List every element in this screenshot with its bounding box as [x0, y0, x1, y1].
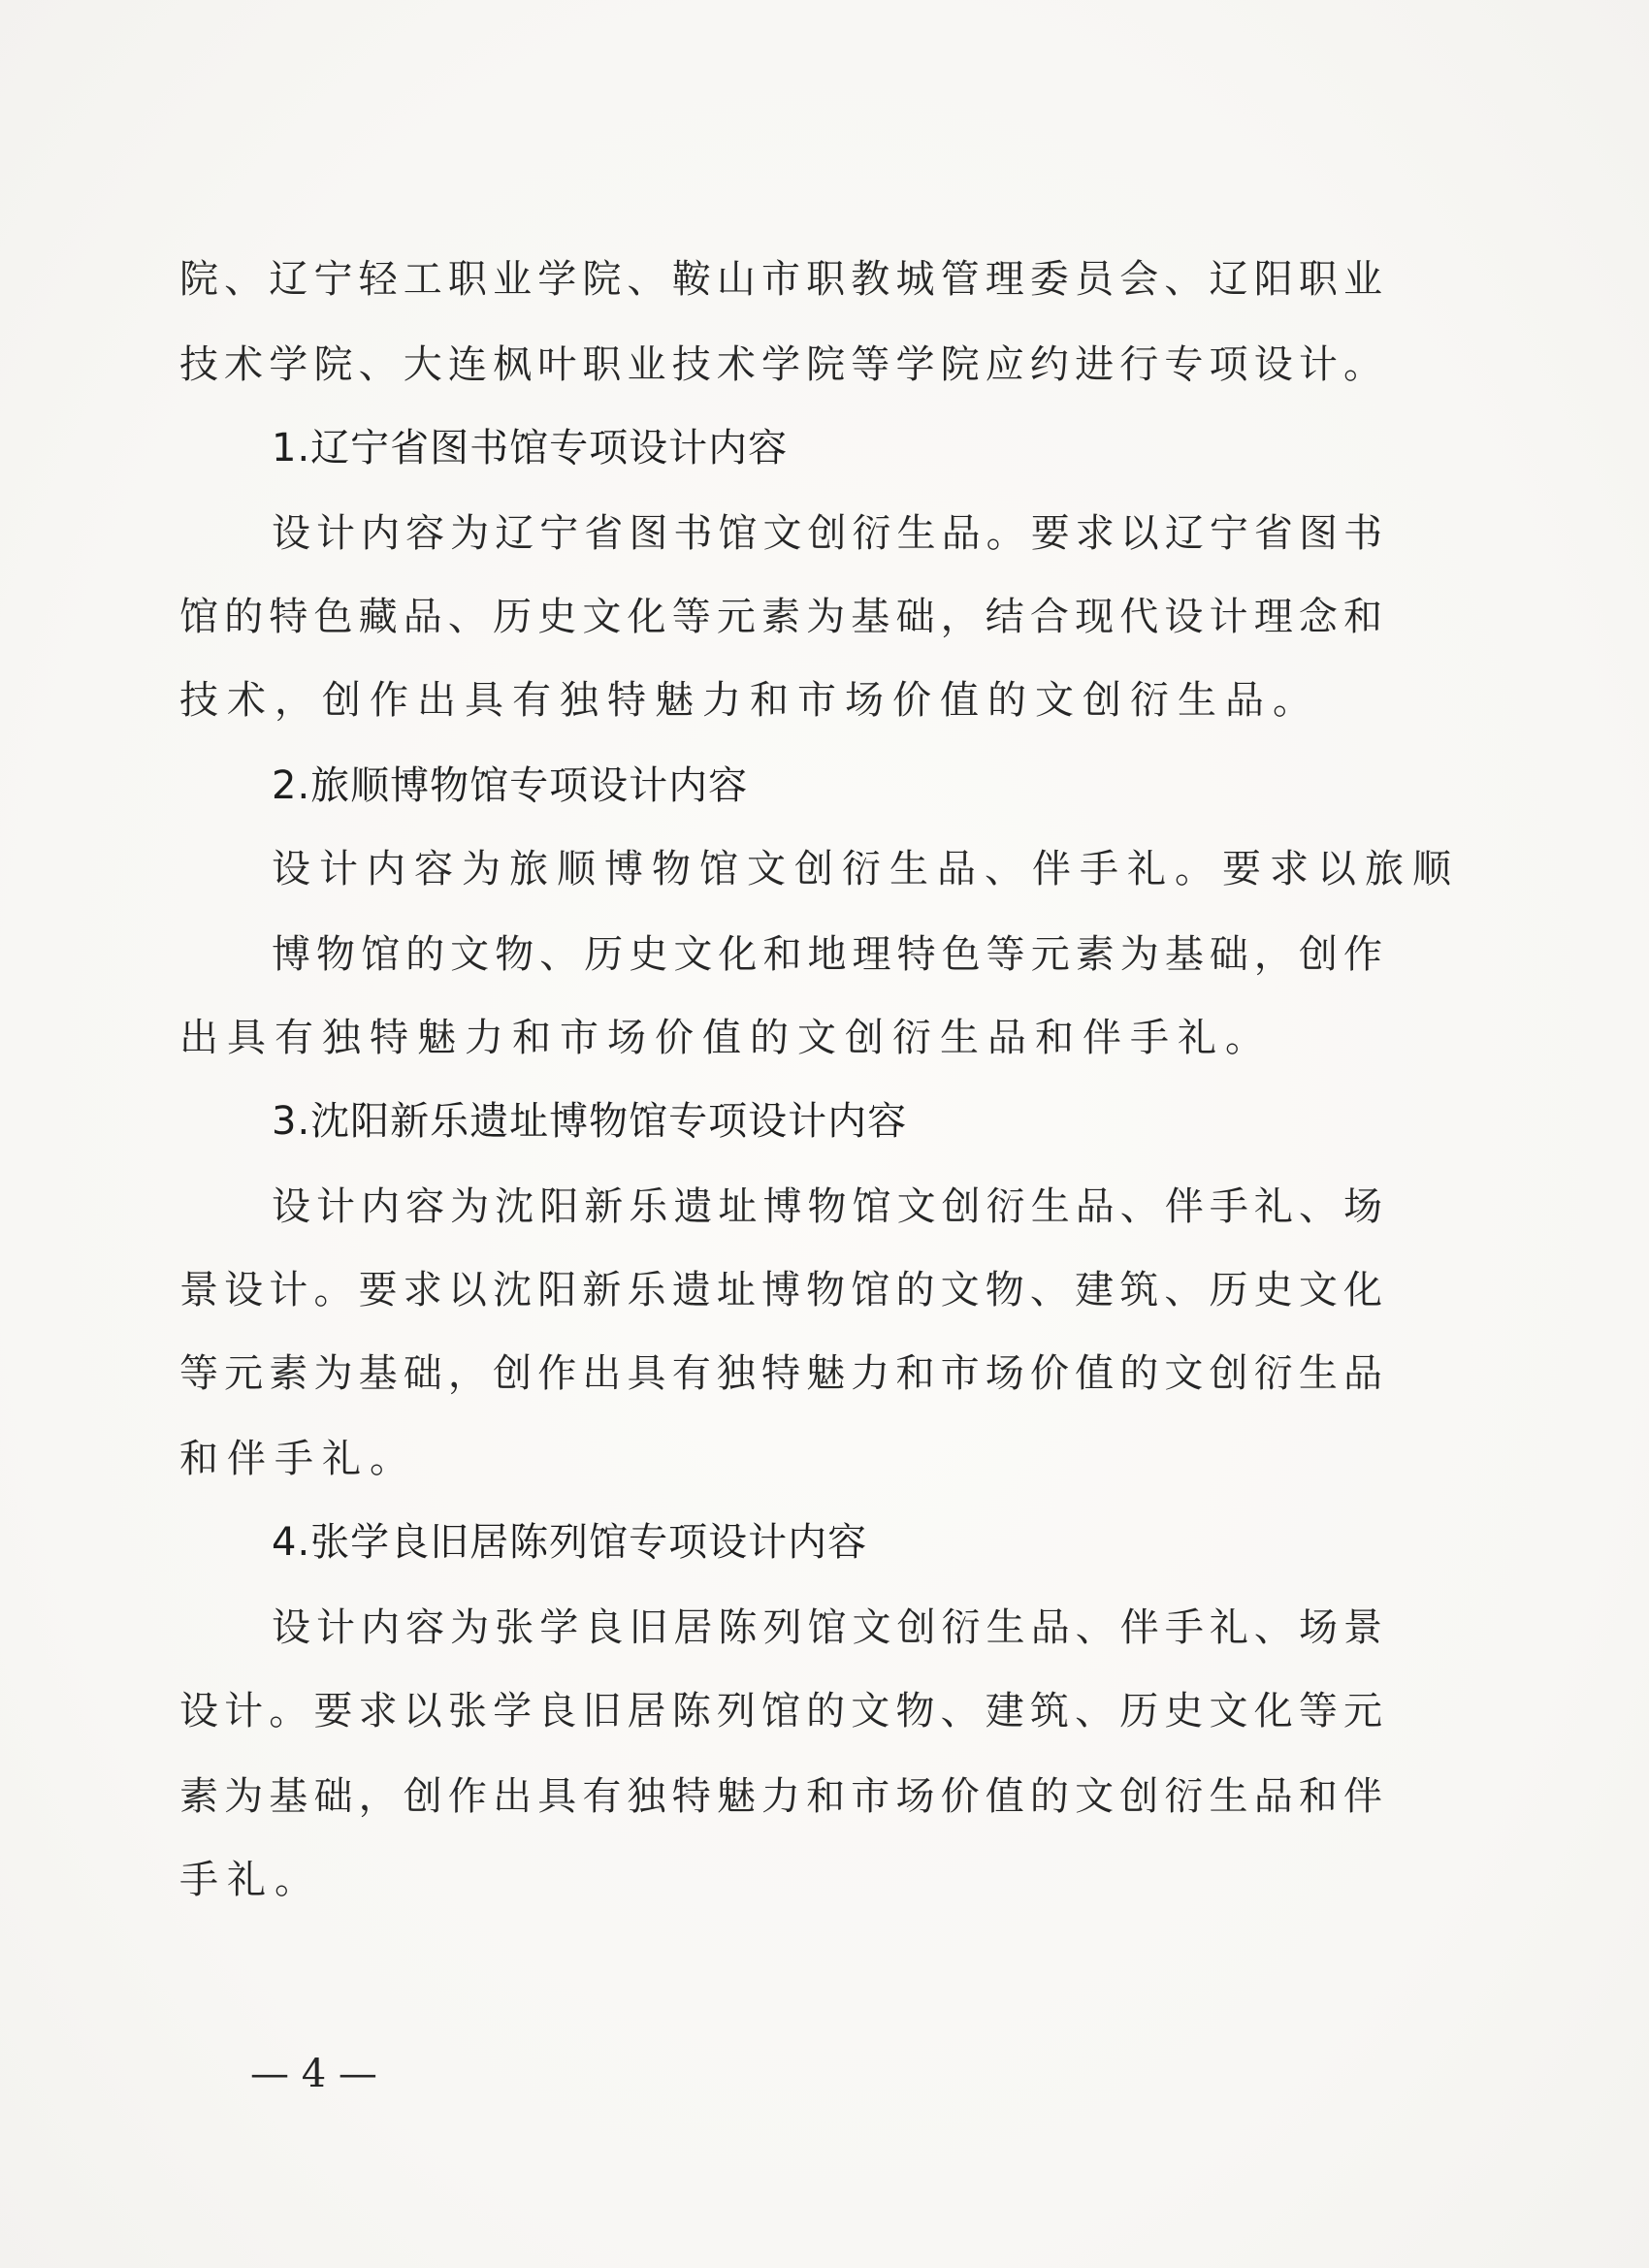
paragraph-line: 景设计。要求以沈阳新乐遗址博物馆的文物、建筑、历史文化	[179, 1268, 1382, 1312]
paragraph-line: 手礼。	[179, 1858, 322, 1902]
paragraph-line: 博物馆的文物、历史文化和地理特色等元素为基础，创作	[272, 932, 1382, 977]
paragraph-line: 和伴手礼。	[179, 1437, 417, 1481]
section-heading-4: 4.张学良旧居陈列馆专项设计内容	[272, 1520, 868, 1565]
paragraph-line: 设计内容为张学良旧居陈列馆文创衍生品、伴手礼、场景	[272, 1605, 1382, 1650]
paragraph-line: 设计内容为辽宁省图书馆文创衍生品。要求以辽宁省图书	[272, 511, 1382, 556]
paragraph-line: 素为基础，创作出具有独特魅力和市场价值的文创衍生品和伴	[179, 1774, 1382, 1819]
paragraph-line: 院、辽宁轻工职业学院、鞍山市职教城管理委员会、辽阳职业	[179, 257, 1382, 302]
page-number: — 4 —	[250, 2052, 377, 2096]
paragraph-line: 技术，创作出具有独特魅力和市场价值的文创衍生品。	[179, 678, 1320, 723]
paragraph-line: 馆的特色藏品、历史文化等元素为基础，结合现代设计理念和	[179, 595, 1382, 639]
paragraph-line: 技术学院、大连枫叶职业技术学院等学院应约进行专项设计。	[179, 342, 1382, 387]
section-heading-3: 3.沈阳新乐遗址博物馆专项设计内容	[272, 1099, 908, 1144]
paragraph-line: 设计内容为沈阳新乐遗址博物馆文创衍生品、伴手礼、场	[272, 1184, 1382, 1229]
section-heading-1: 1.辽宁省图书馆专项设计内容	[272, 426, 789, 470]
section-heading-2: 2.旅顺博物馆专项设计内容	[272, 763, 749, 808]
paragraph-line: 设计。要求以张学良旧居陈列馆的文物、建筑、历史文化等元	[179, 1689, 1382, 1733]
paragraph-line: 设计内容为旅顺博物馆文创衍生品、伴手礼。要求以旅顺	[272, 847, 1460, 891]
paragraph-line: 等元素为基础，创作出具有独特魅力和市场价值的文创衍生品	[179, 1351, 1382, 1396]
paragraph-line: 出具有独特魅力和市场价值的文创衍生品和伴手礼。	[179, 1016, 1273, 1060]
